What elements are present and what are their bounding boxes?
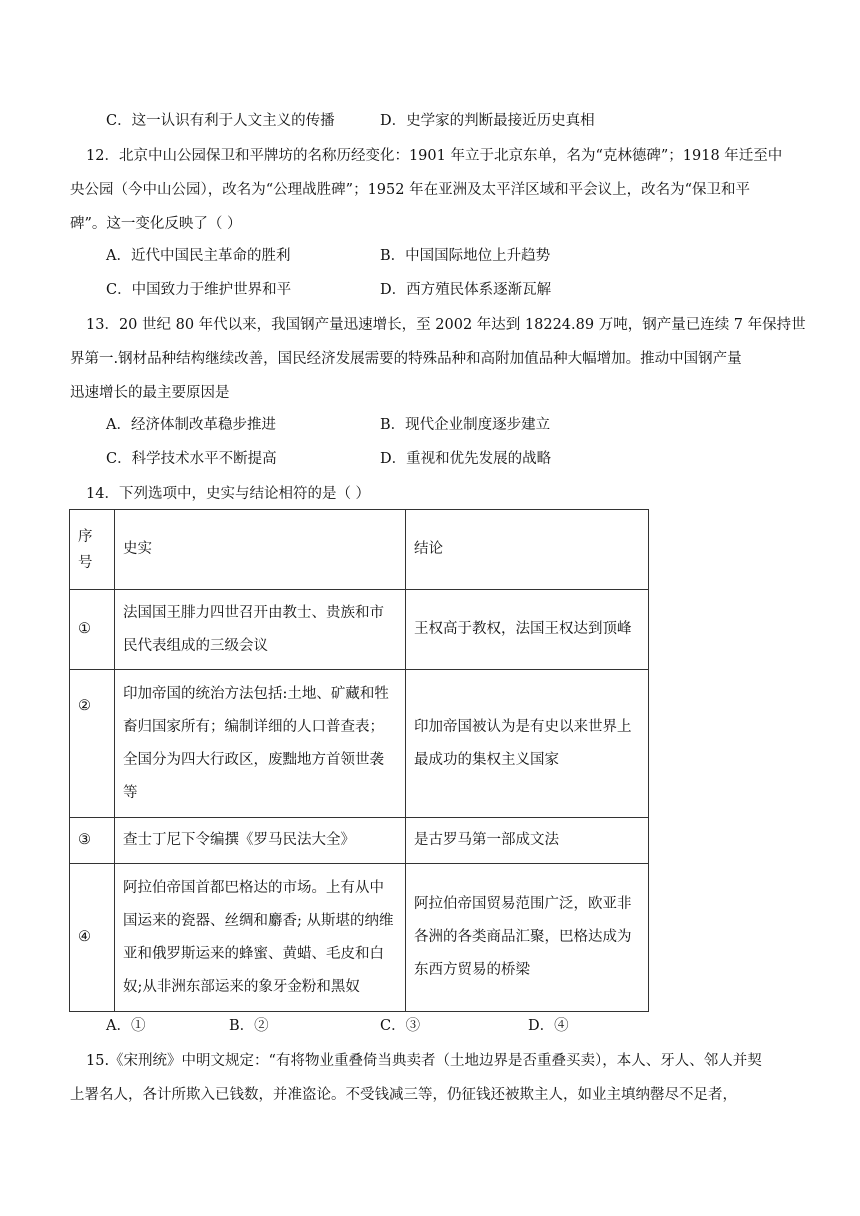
table-row xyxy=(70,864,649,1012)
q14-option-a: A．① xyxy=(106,1018,146,1034)
q12-option-a: A．近代中国民主革命的胜利 xyxy=(106,248,291,264)
row-fact: 法国国王腓力四世召开由教士、贵族和市民代表组成的三级会议 xyxy=(115,590,406,670)
row-no: ④ xyxy=(70,864,115,1012)
row-conclusion: 王权高于教权，法国王权达到顶峰 xyxy=(406,590,649,670)
q13-option-b: B．现代企业制度逐步建立 xyxy=(380,417,551,433)
q13-option-d: D．重视和优先发展的战略 xyxy=(380,451,552,467)
row-fact: 印加帝国的统治方法包括:土地、矿藏和牲畜归国家所有；编制详细的人口普查表；全国分为四大行政区，废黜地方首领世袭等 xyxy=(115,670,406,818)
q13-stem-line-2: 界第一.钢材品种结构继续改善，国民经济发展需要的特殊品种和高附加值品种大幅增加。推动中国钢产量 xyxy=(70,351,742,367)
q11-option-d: D．史学家的判断最接近历史真相 xyxy=(380,113,595,129)
q12-option-c: C．中国致力于维护世界和平 xyxy=(106,282,292,298)
row-no: ② xyxy=(70,670,115,818)
table-row xyxy=(70,590,649,670)
row-conclusion: 阿拉伯帝国贸易范围广泛，欧亚非各洲的各类商品汇聚，巴格达成为东西方贸易的桥梁 xyxy=(406,864,649,1012)
table-header-row xyxy=(70,510,649,590)
q12-option-b: B．中国国际地位上升趋势 xyxy=(380,248,551,264)
q14-option-b: B．② xyxy=(229,1018,269,1034)
q12-stem-line-1: 12．北京中山公园保卫和平牌坊的名称历经变化：1901 年立于北京东单，名为“克林德碑”；1918 年迁至中 xyxy=(86,148,783,164)
row-conclusion: 印加帝国被认为是有史以来世界上最成功的集权主义国家 xyxy=(406,670,649,818)
q14-option-d: D．④ xyxy=(528,1018,569,1034)
q15-stem-line-1: 15.《宋刑统》中明文规定：“有将物业重叠倚当典卖者（土地边界是否重叠买卖），本人、牙人、邻人并契 xyxy=(86,1053,762,1069)
q14-table xyxy=(69,509,649,1012)
table-row xyxy=(70,818,649,864)
header-fact: 史实 xyxy=(115,510,406,590)
q12-stem-line-3: 碑”。这一变化反映了（ ） xyxy=(70,216,242,232)
q12-option-d: D．西方殖民体系逐渐瓦解 xyxy=(380,282,552,298)
header-no: 序号 xyxy=(70,510,115,590)
q13-stem-line-3: 迅速增长的最主要原因是 xyxy=(70,385,230,401)
q12-stem-line-2: 央公园（今中山公园），改名为“公理战胜碑”；1952 年在亚洲及太平洋区域和平会议上，改名为“保卫和平 xyxy=(70,182,750,198)
row-conclusion: 是古罗马第一部成文法 xyxy=(406,818,649,864)
q13-option-a: A．经济体制改革稳步推进 xyxy=(106,417,276,433)
row-no: ① xyxy=(70,590,115,670)
table-row xyxy=(70,670,649,818)
header-conclusion: 结论 xyxy=(406,510,649,590)
q11-option-c: C．这一认识有利于人文主义的传播 xyxy=(106,113,335,129)
q14-stem: 14．下列选项中，史实与结论相符的是（ ） xyxy=(86,486,371,502)
q15-stem-line-2: 上署名人，各计所欺入已钱数，并准盗论。不受钱减三等，仍征钱还被欺主人，如业主填纳罄尽不足者， xyxy=(70,1087,737,1103)
q13-option-c: C．科学技术水平不断提高 xyxy=(106,451,277,467)
q13-stem-line-1: 13．20 世纪 80 年代以来，我国钢产量迅速增长，至 2002 年达到 18224.89 万吨，钢产量已连续 7 年保持世 xyxy=(86,317,806,333)
row-fact: 阿拉伯帝国首都巴格达的市场。上有从中国运来的瓷器、丝绸和麝香; 从斯堪的纳维亚和俄罗斯运来的蜂蜜、黄蜡、毛皮和白奴;从非洲东部运来的象牙金粉和黑奴 xyxy=(115,864,406,1012)
row-no: ③ xyxy=(70,818,115,864)
row-fact: 查士丁尼下令编撰《罗马民法大全》 xyxy=(115,818,406,864)
q14-option-c: C．③ xyxy=(380,1018,421,1034)
